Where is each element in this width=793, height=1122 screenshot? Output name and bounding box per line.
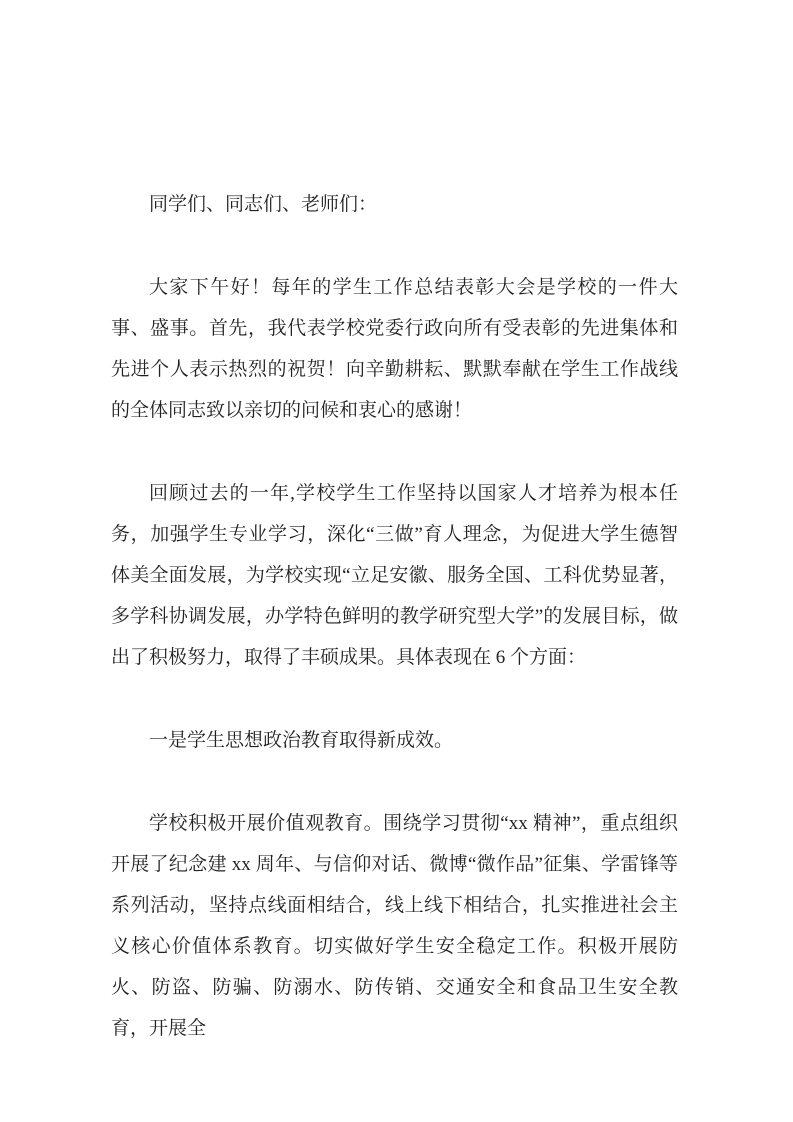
paragraph-year-review: 回顾过去的一年,学校学生工作坚持以国家人才培养为根本任务，加强学生专业学习，深化“三做”育人理念，为促进大学生德智体美全面发展，为学校实现“立足安徽、服务全国、工科优势显著，多学科协调发展，办学特色鲜明的教学研究型大学”的发展目标，做出了积极努力，取得了丰硕成果。具体表现在 6 个方面：: [111, 483, 678, 668]
paragraph-point-one-heading: 一是学生思想政治教育取得新成效。: [149, 730, 454, 751]
paragraph-greeting: 同学们、同志们、老师们：: [149, 194, 378, 215]
paragraph-opening: 大家下午好！每年的学生工作总结表彰大会是学校的一件大事、盛事。首先，我代表学校党委行政向所有受表彰的先进集体和先进个人表示热烈的祝贺！向辛勤耕耘、默默奉献在学生工作战线的全体同志致以亲切的问候和衷心的感谢！: [111, 277, 678, 421]
paragraph-point-one-body: 学校积极开展价值观教育。围绕学习贯彻“xx 精神”，重点组织开展了纪念建 xx 周年、与信仰对话、微博“微作品”征集、学雷锋等系列活动，坚持点线面相结合，线上线下相结合，扎实推进社会主义核心价值体系教育。切实做好学生安全稳定工作。积极开展防火、防盗、防骗、防溺水、防传销、交通安全和食品卫生安全教育，开展全: [111, 813, 678, 1039]
